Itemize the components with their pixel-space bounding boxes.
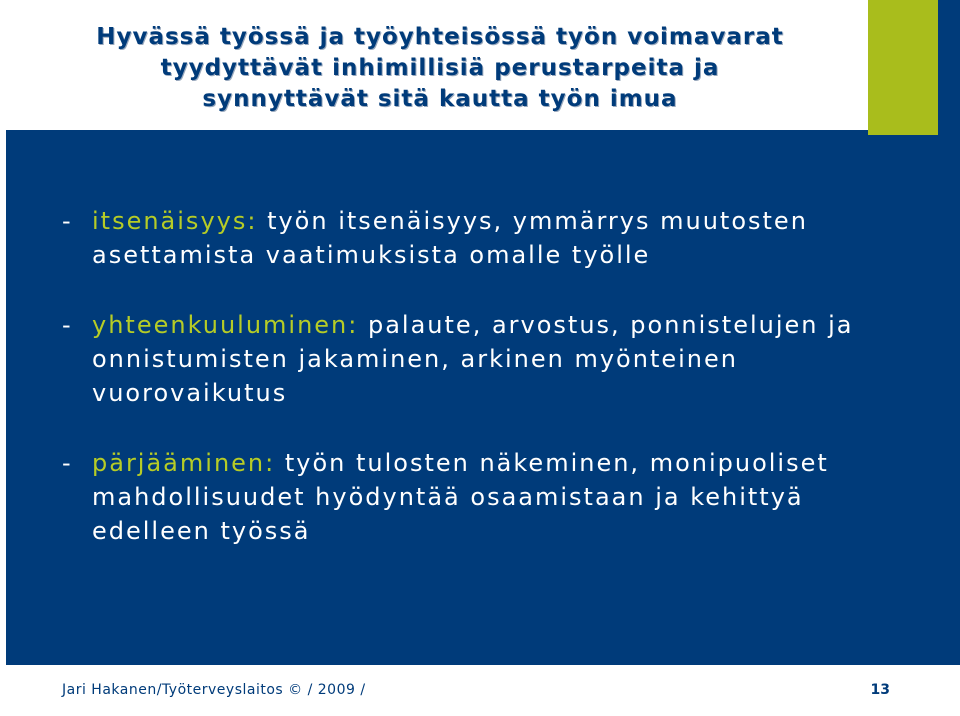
bullet-term: itsenäisyys: [92, 207, 268, 235]
title-line: synnyttävät sitä kautta työn imua [202, 86, 678, 112]
title-line: Hyvässä työssä ja työyhteisössä työn voimavarat [96, 24, 784, 50]
title-line: tyydyttävät inhimillisiä perustarpeita ja [160, 55, 720, 81]
bullet-item-yhteenkuuluminen [62, 308, 922, 410]
bullet-dash: - [62, 449, 73, 477]
bullet-text: työn tulosten näkeminen, monipuoliset mahdollisuudet hyödyntää osaamistaan ja kehittyä edelleen työssä [92, 449, 829, 545]
footer-credit: Jari Hakanen/Työterveyslaitos © / 2009 / [62, 682, 366, 698]
accent-bar [868, 0, 938, 135]
bullet-dash: - [62, 207, 73, 235]
bullet-item-parjaaminen [62, 446, 922, 548]
footer [0, 665, 960, 716]
bullet-dash: - [62, 311, 73, 339]
bullet-term: yhteenkuuluminen: [92, 311, 368, 339]
bullet-text: palaute, arvostus, ponnistelujen ja onnistumisten jakaminen, arkinen myönteinen vuorovaikutus [92, 311, 854, 407]
accent-block [938, 0, 960, 135]
bullet-item-itsenaisyys [62, 204, 922, 272]
bullet-term: pärjääminen: [92, 449, 285, 477]
bullet-text: työn itsenäisyys, ymmärrys muutosten asettamista vaatimuksista omalle työlle [92, 207, 808, 269]
bullet-list [62, 204, 922, 548]
slide-title [20, 22, 860, 115]
page-number: 13 [870, 682, 890, 698]
